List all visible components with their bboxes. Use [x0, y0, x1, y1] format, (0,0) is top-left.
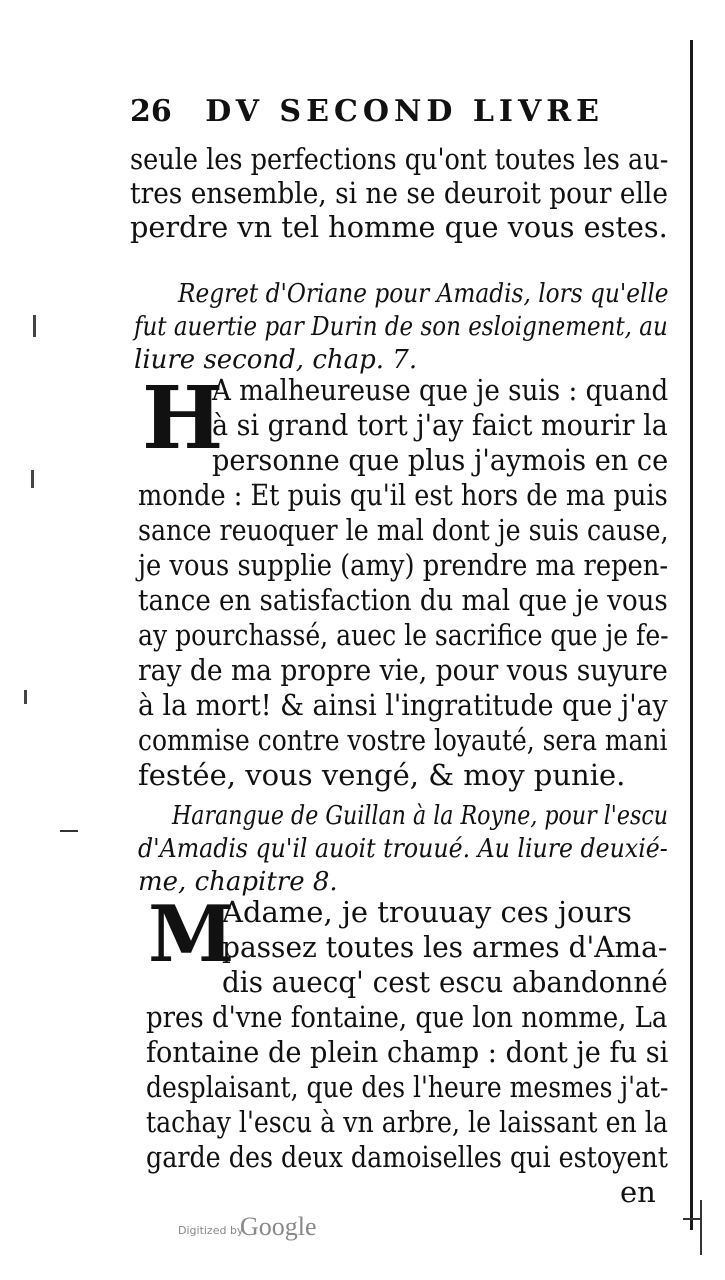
- section-heading-line: d'Amadis qu'il auoit trouué. Au liure deuxié-: [138, 834, 668, 864]
- margin-tick: [683, 1218, 701, 1220]
- text-line: pres d'vne fontaine, que lon nomme, La: [146, 1000, 668, 1034]
- text-line: garde des deux damoiselles qui estoyent: [146, 1140, 668, 1174]
- page-edge-rule: [690, 40, 693, 1230]
- text-line: personne que plus j'aymois en ce: [212, 443, 669, 477]
- drop-cap: M: [148, 889, 235, 980]
- text-line: desplaisant, que des l'heure mesmes j'at-: [146, 1070, 669, 1104]
- text-line: tres ensemble, si ne se deuroit pour elle: [130, 176, 668, 210]
- text-line: sance reuoquer le mal dont je suis cause,: [138, 513, 669, 547]
- text-line: à la mort! & ainsi l'ingratitude que j'ay: [138, 688, 668, 722]
- text-line: commise contre vostre loyauté, sera mani: [138, 723, 668, 757]
- page-edge-rule-lower: [700, 1200, 702, 1255]
- google-watermark: Google: [240, 1212, 317, 1241]
- section-heading-line: Regret d'Oriane pour Amadis, lors qu'elle: [178, 279, 669, 309]
- section-heading-line: Harangue de Guillan à la Royne, pour l'escu: [172, 801, 668, 831]
- text-line: tance en satisfaction du mal que je vous: [138, 583, 668, 617]
- text-line: seule les perfections qu'ont toutes les au-: [130, 142, 669, 176]
- section-heading-line: liure second, chap. 7.: [134, 345, 418, 375]
- margin-mark: [31, 470, 34, 488]
- text-line: dis auecq' cest escu abandonné: [222, 965, 668, 999]
- catchword: en: [620, 1175, 656, 1209]
- drop-cap: H: [142, 368, 224, 469]
- margin-mark: [24, 690, 27, 704]
- text-line: festée, vous vengé, & moy punie.: [138, 758, 626, 792]
- section-heading-line: me, chapitre 8.: [138, 867, 338, 897]
- page-number: 26: [130, 94, 172, 129]
- text-line: A malheureuse que je suis : quand: [212, 373, 669, 407]
- margin-tick: [60, 830, 78, 832]
- text-line: je vous supplie (amy) prendre ma repen-: [138, 548, 669, 582]
- text-line: passez toutes les armes d'Ama-: [222, 930, 668, 964]
- text-line: perdre vn tel homme que vous estes.: [130, 210, 668, 244]
- text-line: monde : Et puis qu'il est hors de ma puis: [138, 478, 668, 512]
- margin-mark: [33, 315, 36, 337]
- section-heading-line: fut auertie par Durin de son esloignement, au: [134, 312, 668, 342]
- text-line: ay pourchassé, auec le sacrifice que je fe-: [138, 618, 669, 652]
- text-line: tachay l'escu à vn arbre, le laissant en la: [146, 1105, 668, 1139]
- text-line: à si grand tort j'ay faict mourir la: [212, 408, 668, 442]
- running-title: DV SECOND LIVRE: [205, 94, 605, 129]
- text-line: fontaine de plein champ : dont je fu si: [146, 1035, 669, 1069]
- text-line: ray de ma propre vie, pour vous suyure: [138, 653, 668, 687]
- text-line: Adame, je trouuay ces jours: [222, 895, 632, 929]
- digitized-by-label: Digitized by: [178, 1224, 244, 1237]
- running-header: [130, 94, 610, 129]
